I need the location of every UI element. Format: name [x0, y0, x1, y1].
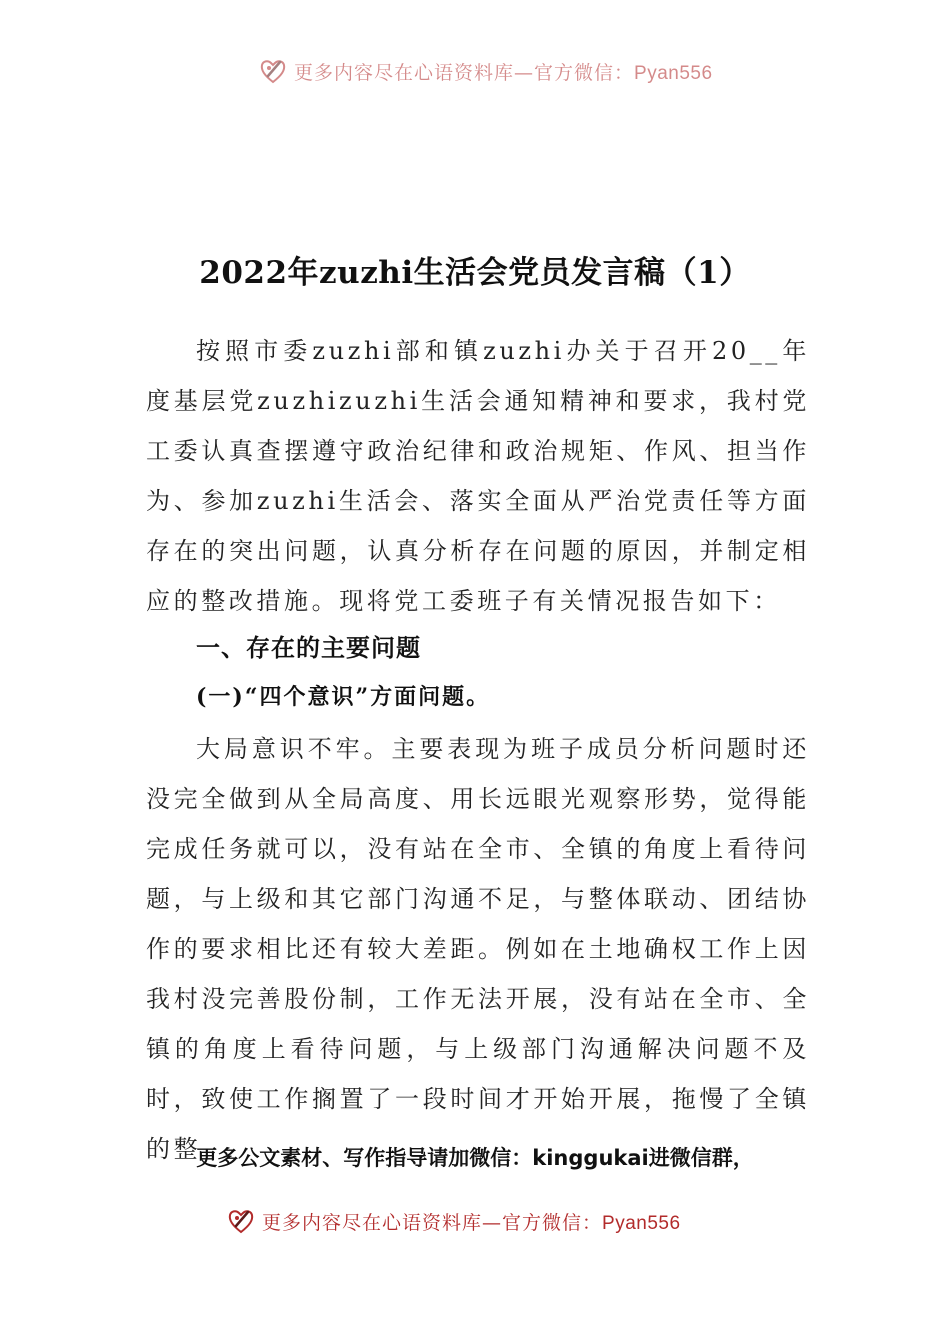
sub-heading: (一)“四个意识”方面问题。: [196, 684, 491, 710]
watermark-text: 更多内容尽在心语资料库—官方微信：Pyan556: [294, 61, 713, 84]
watermark-text: 更多内容尽在心语资料库—官方微信：Pyan556: [262, 1211, 681, 1234]
intro-paragraph: 按照市委zuzhi部和镇zuzhi办关于召开20__年度基层党zuzhizuzhi生活会通知精神和要求，我村党工委认真查摆遵守政治纪律和政治规矩、作风、担当作为、参加zuzhi生活会、落实全面从严治党责任等方面存在的突出问题，认真分析存在问题的原因，并制定相应的整改措施。现将党工委班子有关情况报告如下：: [146, 337, 810, 615]
heart-pen-logo-icon: [226, 1206, 256, 1236]
body-paragraph: 大局意识不牢。主要表现为班子成员分析问题时还没完全做到从全局高度、用长远眼光观察形势，觉得能完成任务就可以，没有站在全市、全镇的角度上看待问题，与上级和其它部门沟通不足，与整体联动、团结协作的要求相比还有较大差距。例如在土地确权工作上因我村没完善股份制，工作无法开展，没有站在全市、全镇的角度上看待问题，与上级部门沟通解决问题不及时，致使工作搁置了一段时间才开始开展，拖慢了全镇的整: [146, 735, 810, 1163]
heart-pen-logo-icon: [258, 56, 288, 86]
promo-line: 更多公文素材、写作指导请加微信：kinggukai进微信群，: [196, 1146, 754, 1170]
footer-watermark: [226, 1206, 681, 1236]
section-heading: 一、存在的主要问题: [196, 634, 421, 662]
header-watermark: [258, 56, 713, 86]
document-title: 2022年zuzhi生活会党员发言稿（1）: [199, 254, 751, 291]
